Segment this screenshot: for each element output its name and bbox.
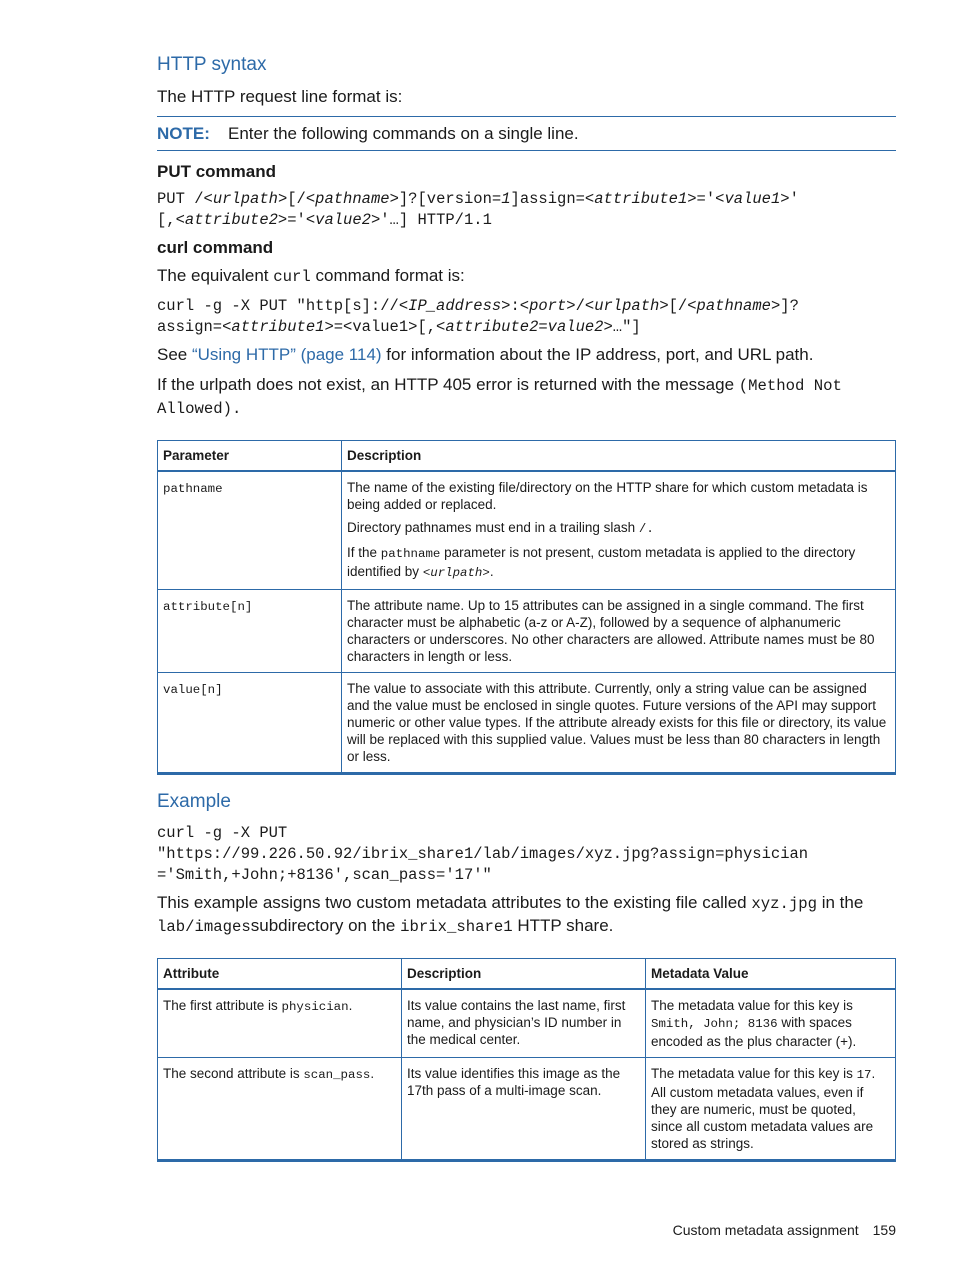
attribute-cell: The first attribute is physician. — [158, 989, 402, 1058]
description-cell: Its value identifies this image as the 17th pass of a multi-image scan. — [402, 1058, 646, 1161]
param-cell: value[n] — [158, 673, 342, 774]
page-footer — [673, 1222, 896, 1238]
curl-command-line-1: curl -g -X PUT "http[s]://<IP_address>:<port>/<urlpath>[/<pathname>]? — [157, 297, 799, 315]
note-label: NOTE: — [157, 124, 210, 143]
column-header-metadata-value: Metadata Value — [646, 959, 896, 990]
example-code-line-3: ='Smith,+John;+8136',scan_pass='17'" — [157, 866, 492, 884]
curl-intro: The equivalent curl command format is: — [157, 266, 465, 286]
put-command-heading: PUT command — [157, 162, 277, 181]
description-cell: The name of the existing file/directory on the HTTP share for which custom metadata is being added or replaced. Directory pathnames must end in a trailing slash /. If the pathname parameter is not present, custom metadata is applied to the directory identified by <urlpath>. — [342, 471, 896, 590]
error-paragraph: If the urlpath does not exist, an HTTP 405 error is returned with the message (Method Not Allowed). — [157, 375, 842, 418]
param-cell: attribute[n] — [158, 590, 342, 673]
parameter-table — [157, 440, 896, 775]
curl-command-line-2: assign=<attribute1>=<value1>[,<attribute2=value2>…"] — [157, 318, 641, 336]
section-heading-http-syntax: HTTP syntax — [157, 54, 267, 75]
table-row — [158, 673, 896, 774]
table-row — [158, 989, 896, 1058]
table-row — [158, 1058, 896, 1161]
attribute-cell: The second attribute is scan_pass. — [158, 1058, 402, 1161]
document-page — [157, 52, 896, 1162]
column-header-description: Description — [342, 441, 896, 472]
note-text: Enter the following commands on a single line. — [228, 124, 579, 143]
metadata-value-cell: The metadata value for this key is 17. All custom metadata values, even if they are numeric, must be quoted, since all custom metadata values are stored as strings. — [646, 1058, 896, 1161]
using-http-link[interactable]: “Using HTTP” (page 114) — [191, 345, 382, 364]
example-code-line-1: curl -g -X PUT — [157, 824, 288, 842]
column-header-attribute: Attribute — [158, 959, 402, 990]
column-header-parameter: Parameter — [158, 441, 342, 472]
attribute-table — [157, 958, 896, 1162]
section-heading-example: Example — [157, 791, 231, 812]
see-also-paragraph: See “Using HTTP” (page 114) for information about the IP address, port, and URL path. — [157, 345, 814, 364]
table-row — [158, 590, 896, 673]
example-code-line-2: "https://99.226.50.92/ibrix_share1/lab/images/xyz.jpg?assign=physician — [157, 845, 809, 863]
description-cell: Its value contains the last name, first name, and physician’s ID number in the medical center. — [402, 989, 646, 1058]
param-cell: pathname — [158, 471, 342, 590]
footer-section-title: Custom metadata assignment — [672, 1222, 859, 1238]
put-command-line-2: [,<attribute2>='<value2>'…] HTTP/1.1 — [157, 211, 492, 229]
page-number: 159 — [872, 1222, 896, 1238]
curl-command-heading: curl command — [157, 238, 274, 257]
note-box — [157, 116, 896, 151]
table-header-row — [158, 959, 896, 990]
table-row — [158, 471, 896, 590]
table-header-row — [158, 441, 896, 472]
metadata-value-cell: The metadata value for this key is Smith, John; 8136 with spaces encoded as the plus character (+). — [646, 989, 896, 1058]
http-syntax-intro: The HTTP request line format is: — [157, 87, 403, 106]
description-cell: The attribute name. Up to 15 attributes can be assigned in a single command. The first character must be alphabetic (a-z or A-Z), followed by a sequence of alphanumeric characters or underscores. No other characters are allowed. Attribute names must be 80 characters in length or less. — [342, 590, 896, 673]
column-header-description: Description — [402, 959, 646, 990]
description-cell: The value to associate with this attribute. Currently, only a string value can be assigned and the value must be enclosed in single quotes. Future versions of the API may support numeric or other value types. If the attribute already exists for this file or directory, its value will be replaced with this supplied value. Values must be less than 80 characters in length or less. — [342, 673, 896, 774]
example-description: This example assigns two custom metadata attributes to the existing file called xyz.jpg in the lab/imagessubdirectory on the ibrix_share1 HTTP share. — [157, 893, 864, 936]
put-command-line-1: PUT /<urlpath>[/<pathname>]?[version=1]assign=<attribute1>='<value1>' — [157, 190, 799, 208]
